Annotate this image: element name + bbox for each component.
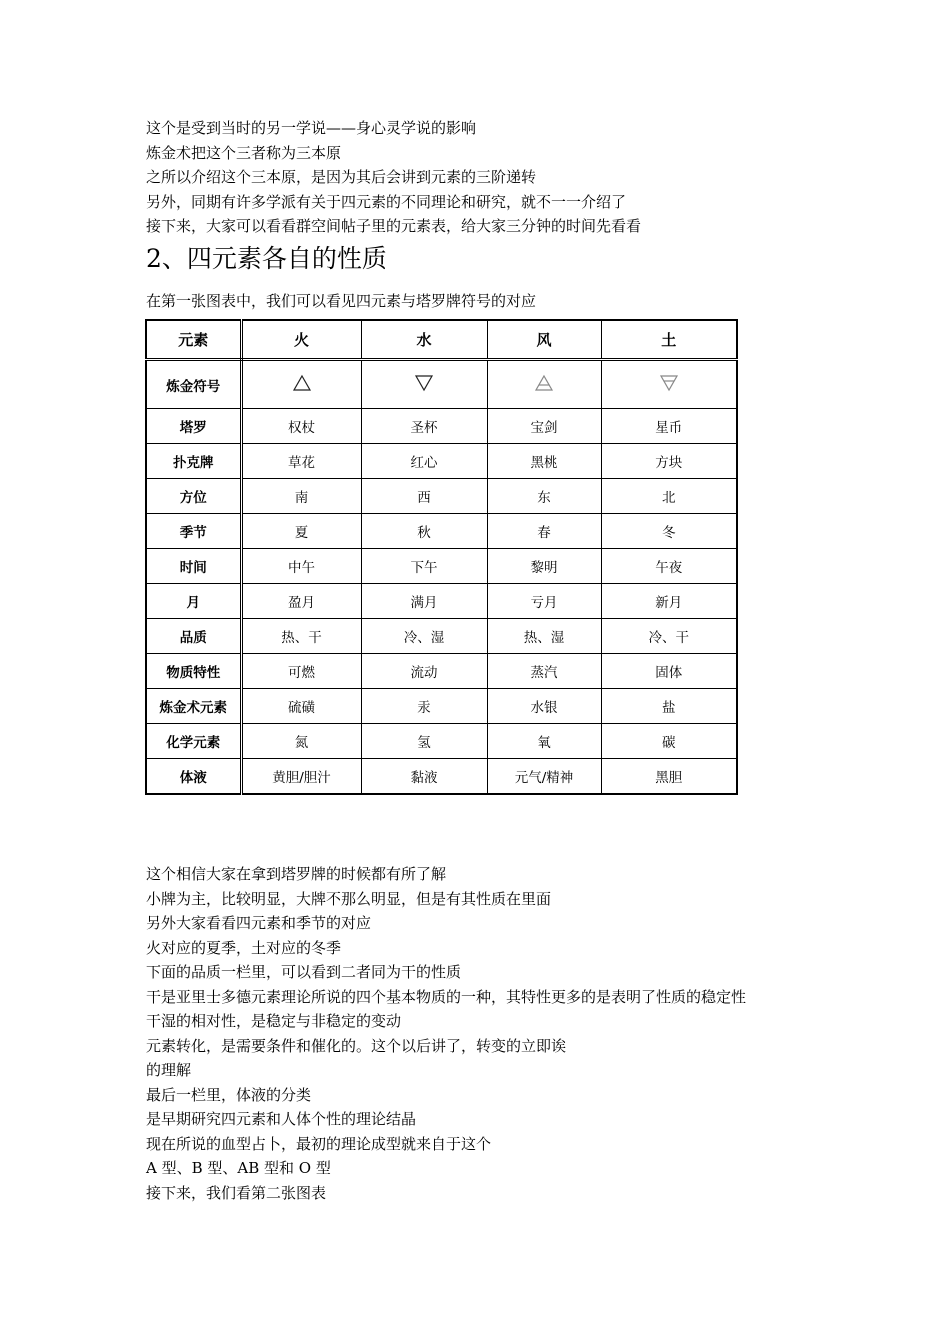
- row-label: 扑克牌: [146, 444, 241, 479]
- table-cell: 冷、湿: [361, 619, 487, 654]
- table-cell: [487, 360, 601, 409]
- row-label: 炼金术元素: [146, 689, 241, 724]
- header-cell-water: 水: [361, 320, 487, 360]
- table-cell: 冬: [601, 514, 737, 549]
- table-cell: 亏月: [487, 584, 601, 619]
- table-cell: 权杖: [241, 409, 361, 444]
- text-line: 的理解: [146, 1061, 192, 1079]
- text-line: 干湿的相对性，是稳定与非稳定的变动: [146, 1012, 402, 1030]
- earth-triangle-icon: [659, 374, 679, 392]
- table-cell: 盈月: [241, 584, 361, 619]
- header-cell-fire: 火: [241, 320, 361, 360]
- table-header-row: [146, 320, 737, 360]
- table-cell: 秋: [361, 514, 487, 549]
- table-row: [146, 584, 737, 619]
- elements-table: [145, 319, 738, 795]
- row-label: 品质: [146, 619, 241, 654]
- row-label: 方位: [146, 479, 241, 514]
- table-cell: 黄胆/胆汁: [241, 759, 361, 795]
- table-cell: [601, 360, 737, 409]
- table-cell: 氧: [487, 724, 601, 759]
- table-cell: 热、干: [241, 619, 361, 654]
- table-cell: [361, 360, 487, 409]
- table-cell: 流动: [361, 654, 487, 689]
- table-row-alchemy-symbols: [146, 360, 737, 409]
- row-label: 化学元素: [146, 724, 241, 759]
- table-row: [146, 724, 737, 759]
- row-label: 炼金符号: [146, 360, 241, 409]
- table-cell: 氮: [241, 724, 361, 759]
- table-row: [146, 444, 737, 479]
- table-row: [146, 689, 737, 724]
- row-label: 物质特性: [146, 654, 241, 689]
- table-cell: 南: [241, 479, 361, 514]
- text-line: 火对应的夏季，土对应的冬季: [146, 938, 342, 957]
- table-cell: 圣杯: [361, 409, 487, 444]
- text-line: 干是亚里士多德元素理论所说的四个基本物质的一种，其特性更多的是表明了性质的稳定性: [146, 987, 747, 1006]
- table-cell: 星币: [601, 409, 737, 444]
- table-cell: 碳: [601, 724, 737, 759]
- text-line: 元素转化，是需要条件和催化的。这个以后讲了，转变的立即诶: [146, 1036, 567, 1055]
- water-triangle-icon: [414, 374, 434, 392]
- table-cell: 新月: [601, 584, 737, 619]
- table-cell: 草花: [241, 444, 361, 479]
- table-cell: 热、湿: [487, 619, 601, 654]
- table-cell: 中午: [241, 549, 361, 584]
- table-cell: 冷、干: [601, 619, 737, 654]
- table-cell: 春: [487, 514, 601, 549]
- text-line: 另外，同期有许多学派有关于四元素的不同理论和研究，就不一一介绍了: [146, 192, 627, 211]
- row-label: 塔罗: [146, 409, 241, 444]
- table-cell: 东: [487, 479, 601, 514]
- fire-triangle-icon: [292, 374, 312, 392]
- table-cell: 满月: [361, 584, 487, 619]
- table-cell: 下午: [361, 549, 487, 584]
- row-label: 月: [146, 584, 241, 619]
- table-cell: 可燃: [241, 654, 361, 689]
- table-cell: 方块: [601, 444, 737, 479]
- body-paragraph: [146, 862, 746, 1205]
- table-row: [146, 514, 737, 549]
- table-cell: 汞: [361, 689, 487, 724]
- table-cell: 氢: [361, 724, 487, 759]
- text-line: 小牌为主，比较明显，大牌不那么明显，但是有其性质在里面: [146, 889, 552, 908]
- table-cell: 北: [601, 479, 737, 514]
- header-cell-air: 风: [487, 320, 601, 360]
- table-row: [146, 654, 737, 689]
- air-triangle-icon: [534, 374, 554, 392]
- text-line: 另外大家看看四元素和季节的对应: [146, 914, 372, 932]
- table-cell: 水银: [487, 689, 601, 724]
- table-cell: 黑桃: [487, 444, 601, 479]
- table-cell: 宝剑: [487, 409, 601, 444]
- section-heading: 2、四元素各自的性质: [146, 244, 387, 273]
- table-row: [146, 619, 737, 654]
- text-line: 之所以介绍这个三本原，是因为其后会讲到元素的三阶递转: [146, 168, 537, 186]
- table-cell: 固体: [601, 654, 737, 689]
- table-row: [146, 759, 737, 795]
- table-row: [146, 549, 737, 584]
- header-cell-element: 元素: [146, 320, 241, 360]
- text-line: 下面的品质一栏里，可以看到二者同为干的性质: [146, 963, 462, 981]
- table-cell: 西: [361, 479, 487, 514]
- table-cell: 红心: [361, 444, 487, 479]
- table-cell: 黑胆: [601, 759, 737, 795]
- table-cell: 黏液: [361, 759, 487, 795]
- table-cell: 午夜: [601, 549, 737, 584]
- table-caption: 在第一张图表中，我们可以看见四元素与塔罗牌符号的对应: [146, 292, 537, 310]
- table-cell: 硫磺: [241, 689, 361, 724]
- table-cell: 蒸汽: [487, 654, 601, 689]
- intro-paragraph: [146, 116, 641, 239]
- row-label: 体液: [146, 759, 241, 795]
- text-line: 接下来，大家可以看看群空间帖子里的元素表，给大家三分钟的时间先看看: [146, 217, 642, 235]
- table-row: [146, 409, 737, 444]
- table-cell: 黎明: [487, 549, 601, 584]
- text-line: 这个相信大家在拿到塔罗牌的时候都有所了解: [146, 865, 447, 883]
- text-line: 这个是受到当时的另一学说——身心灵学说的影响: [146, 119, 477, 137]
- table-cell: 元气/精神: [487, 759, 601, 795]
- row-label: 时间: [146, 549, 241, 584]
- text-line: 现在所说的血型占卜，最初的理论成型就来自于这个: [146, 1134, 492, 1153]
- table-cell: [241, 360, 361, 409]
- text-line: 是早期研究四元素和人体个性的理论结晶: [146, 1110, 417, 1128]
- table-cell: 盐: [601, 689, 737, 724]
- table-cell: 夏: [241, 514, 361, 549]
- row-label: 季节: [146, 514, 241, 549]
- header-cell-earth: 土: [601, 320, 737, 360]
- table-row: [146, 479, 737, 514]
- text-line: 炼金术把这个三者称为三本原: [146, 143, 342, 162]
- text-line: 最后一栏里，体液的分类: [146, 1085, 312, 1104]
- text-line: A 型、B 型、AB 型和 O 型: [146, 1159, 331, 1177]
- text-line: 接下来，我们看第二张图表: [146, 1183, 327, 1202]
